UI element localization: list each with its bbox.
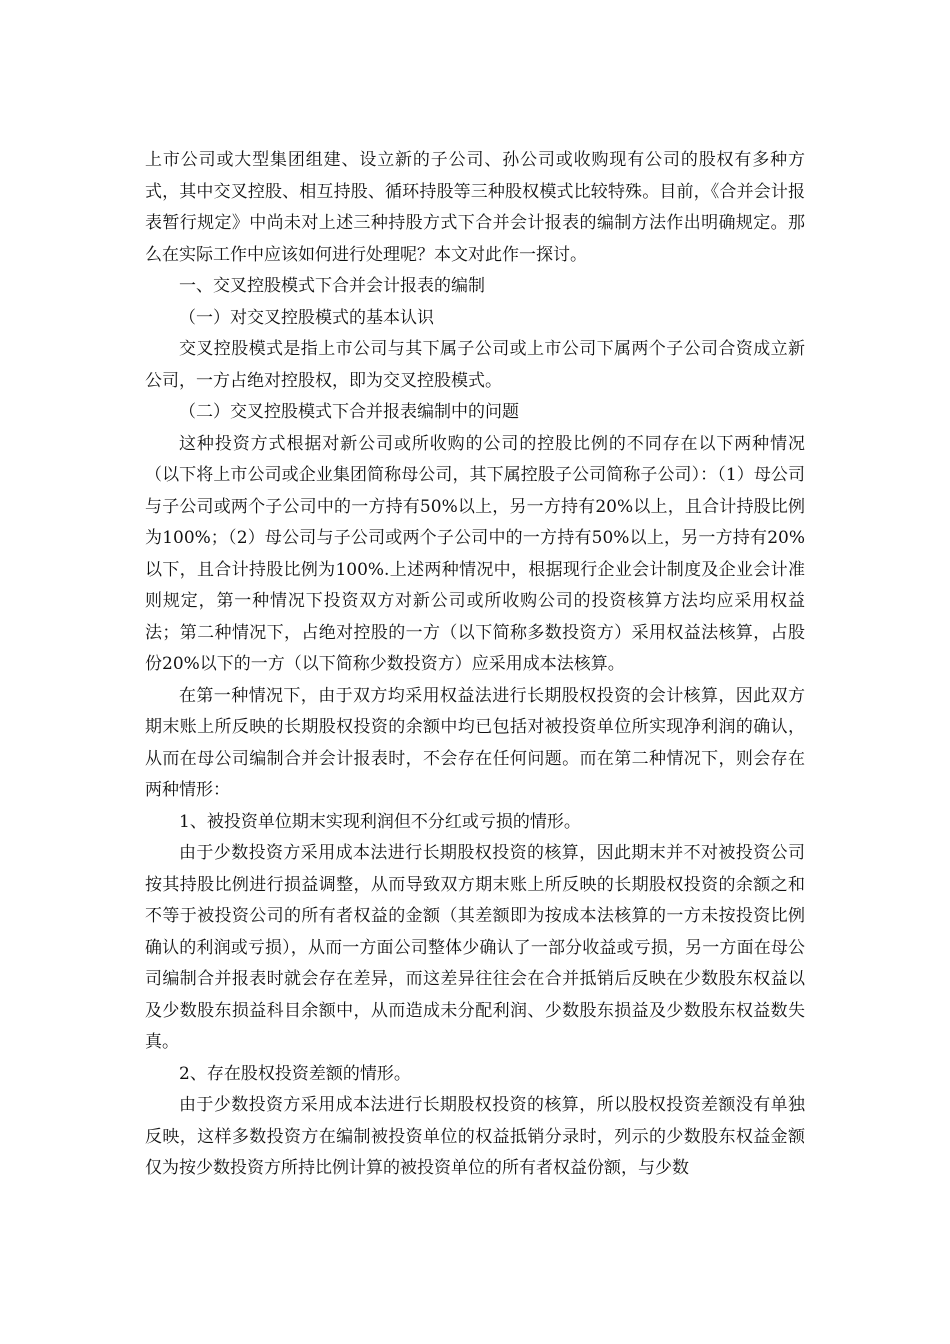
subsection-heading-2: （二）交叉控股模式下合并报表编制中的问题	[179, 402, 519, 422]
subsection-heading-1: （一）对交叉控股模式的基本认识	[179, 307, 434, 328]
body-paragraph: 在第一种情况下，由于双方均采用权益法进行长期股权投资的会计核算，因此双方期末账上所反映的长期股权投资的余额中均已包括对被投资单位所实现净利润的确认，从而在母公司编制合并会计报表时，不会存在任何问题。而在第二种情况下，则会存在两种情形：	[145, 685, 805, 800]
body-paragraph: 由于少数投资方采用成本法进行长期股权投资的核算，所以股权投资差额没有单独反映，这样多数投资方在编制被投资单位的权益抵销分录时，列示的少数股东权益金额仅为按少数投资方所持比例计算的被投资单位的所有者权益份额，与少数	[145, 1095, 805, 1178]
body-paragraph: 这种投资方式根据对新公司或所收购的公司的控股比例的不同存在以下两种情况（以下将上市公司或企业集团简称母公司，其下属控股子公司简称子公司）：（1）母公司与子公司或两个子公司中的一方持有50%以上，另一方持有20%以上，且合计持股比例为100%；（2）母公司与子公司或两个子公司中的一方持有50%以上，另一方持有20%以下，且合计持股比例为100%.上述两种情况中，根据现行企业会计制度及企业会计准则规定，第一种情况下投资双方对新公司或所收购公司的投资核算方法均应采用权益法；第二种情况下，占绝对控股的一方（以下简称多数投资方）采用权益法核算，占股份20%以下的一方（以下简称少数投资方）应采用成本法核算。	[145, 433, 805, 674]
body-paragraph: 交叉控股模式是指上市公司与其下属子公司或上市公司下属两个子公司合资成立新公司，一方占绝对控股权，即为交叉控股模式。	[145, 339, 805, 391]
body-paragraph: 由于少数投资方采用成本法进行长期股权投资的核算，因此期末并不对被投资公司按其持股比例进行损益调整，从而导致双方期末账上所反映的长期股权投资的余额之和不等于被投资公司的所有者权益的金额（其差额即为按成本法核算的一方未按投资比例确认的利润或亏损），从而一方面公司整体少确认了一部分收益或亏损，另一方面在母公司编制合并报表时就会存在差异，而这差异往往会在合并抵销后反映在少数股东权益以及少数股东损益科目余额中，从而造成未分配利润、少数股东损益及少数股东权益数失真。	[145, 843, 805, 1052]
document-body	[145, 145, 805, 1185]
intro-paragraph: 上市公司或大型集团组建、设立新的子公司、孙公司或收购现有公司的股权有多种方式，其中交叉控股、相互持股、循环持股等三种股权模式比较特殊。目前，《合并会计报表暂行规定》中尚未对上述三种持股方式下合并会计报表的编制方法作出明确规定。那么在实际工作中应该如何进行处理呢？本文对此作一探讨。	[145, 150, 805, 265]
case-heading-2: 2、存在股权投资差额的情形。	[179, 1063, 411, 1084]
section-heading-1: 一、交叉控股模式下合并会计报表的编制	[179, 276, 485, 296]
case-heading-1: 1、被投资单位期末实现利润但不分红或亏损的情形。	[179, 811, 581, 832]
